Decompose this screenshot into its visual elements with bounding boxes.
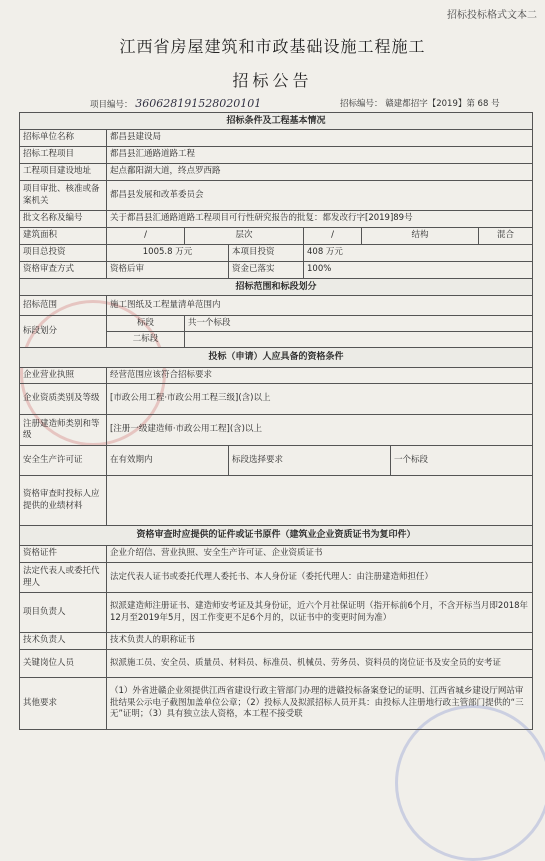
lot2-label: 二标段 — [107, 332, 185, 348]
format-label: 招标投标格式文本二 — [447, 10, 537, 21]
key-staff-value: 拟派施工员、安全员、质量员、材料员、标准员、机械员、劳务员、资料员的岗位证书及安全员的安考证 — [107, 650, 533, 678]
lot-header-value: 共一个标段 — [185, 316, 533, 332]
project-number-value: 360628191528020101 — [135, 97, 262, 110]
qual-docs-value: 企业介绍信、营业执照、安全生产许可证、企业资质证书 — [107, 546, 533, 563]
this-investment-label: 本项目投资 — [229, 245, 304, 262]
key-staff-label: 关键岗位人员 — [20, 650, 107, 678]
page-title: 江西省房屋建筑和市政基础设施工程施工 — [119, 37, 426, 56]
scope-label: 招标范围 — [20, 296, 107, 316]
project-number — [90, 97, 261, 110]
tender-number-label: 招标编号： — [340, 99, 383, 109]
approval-value: 关于都昌县汇通路道路工程项目可行性研究报告的批复：都发改行字[2019]89号 — [107, 211, 533, 228]
project-manager-label: 项目负责人 — [20, 593, 107, 633]
area-value: / — [107, 228, 185, 245]
lot-requirement-label: 标段选择要求 — [229, 446, 391, 476]
project-label: 招标工程项目 — [20, 147, 107, 164]
safety-license-label: 安全生产许可证 — [20, 446, 107, 476]
structure-value: 混合 — [479, 228, 533, 245]
performance-label: 资格审查时投标人应提供的业绩材料 — [20, 476, 107, 526]
project-manager-value: 拟派建造师注册证书、建造师安考证及其身份证，近六个月社保证明（指开标前6个月，不含开标当月即2018年12月至2019年5月，因工作变更不足6个月的，以证书中的变更时间为准） — [107, 593, 533, 633]
representative-value: 法定代表人证书或委托代理人委托书、本人身份证（委托代理人：由注册建造师担任） — [107, 563, 533, 593]
safety-license-value: 在有效期内 — [107, 446, 229, 476]
lots-label: 标段划分 — [20, 316, 107, 348]
section-header-documents: 资格审查时应提供的证件或证书原件（建筑业企业资质证书为复印件） — [20, 526, 533, 546]
section-header-qualification: 投标（申请）人应具备的资格条件 — [20, 348, 533, 368]
builder-label: 注册建造师类别和等级 — [20, 415, 107, 446]
project-number-label: 项目编号： — [90, 100, 133, 110]
section-header-scope: 招标范围和标段划分 — [20, 279, 533, 296]
approver-label: 项目审批、核准或备案机关 — [20, 181, 107, 211]
tender-number-value: 赣建都招字【2019】第 68 号 — [385, 99, 500, 109]
owner-label: 招标单位名称 — [20, 130, 107, 147]
review-method-label: 资格审查方式 — [20, 262, 107, 279]
other-requirements-value: （1）外省进赣企业须提供江西省建设行政主管部门办理的进赣投标备案登记的证明、江西省城乡建设厅网站审批结果公示电子截图加盖单位公章；（2）投标人及拟派招标人员开具：由投标人注册地行政主管部门提供的“三无”证明；（3）具有独立法人资格，本工程不接受联 — [107, 678, 533, 730]
total-investment-label: 项目总投资 — [20, 245, 107, 262]
qual-docs-label: 资格证件 — [20, 546, 107, 563]
other-requirements-label: 其他要求 — [20, 678, 107, 730]
area-label: 建筑面积 — [20, 228, 107, 245]
cert-value: [市政公用工程·市政公用工程三级](含)以上 — [107, 384, 533, 415]
owner-value: 都昌县建设局 — [107, 130, 533, 147]
cert-label: 企业资质类别及等级 — [20, 384, 107, 415]
location-label: 工程项目建设地址 — [20, 164, 107, 181]
funds-value: 100% — [304, 262, 533, 279]
tech-lead-label: 技术负责人 — [20, 633, 107, 650]
tender-table — [19, 112, 533, 730]
approval-label: 批文名称及编号 — [20, 211, 107, 228]
floors-value: / — [304, 228, 362, 245]
lot-requirement-value: 一个标段 — [391, 446, 533, 476]
license-label: 企业营业执照 — [20, 368, 107, 384]
funds-label: 资金已落实 — [229, 262, 304, 279]
scope-value: 施工图纸及工程量清单范围内 — [107, 296, 533, 316]
review-method-value: 资格后审 — [107, 262, 229, 279]
representative-label: 法定代表人或委托代理人 — [20, 563, 107, 593]
total-investment-value: 1005.8 万元 — [107, 245, 229, 262]
lot-header: 标段 — [107, 316, 185, 332]
floors-label: 层次 — [185, 228, 304, 245]
this-investment-value: 408 万元 — [304, 245, 533, 262]
license-value: 经营范围应该符合招标要求 — [107, 368, 533, 384]
tech-lead-value: 技术负责人的职称证书 — [107, 633, 533, 650]
tender-number — [340, 97, 500, 109]
location-value: 起点鄱阳湖大道，终点罗西路 — [107, 164, 533, 181]
structure-label: 结构 — [362, 228, 479, 245]
lot2-value — [185, 332, 533, 348]
builder-value: [注册一级建造师·市政公用工程](含)以上 — [107, 415, 533, 446]
approver-value: 都昌县发展和改革委员会 — [107, 181, 533, 211]
performance-value — [107, 476, 533, 526]
page-subtitle: 招标公告 — [232, 71, 313, 90]
section-header-basic: 招标条件及工程基本情况 — [20, 113, 533, 130]
project-value: 都昌县汇通路道路工程 — [107, 147, 533, 164]
